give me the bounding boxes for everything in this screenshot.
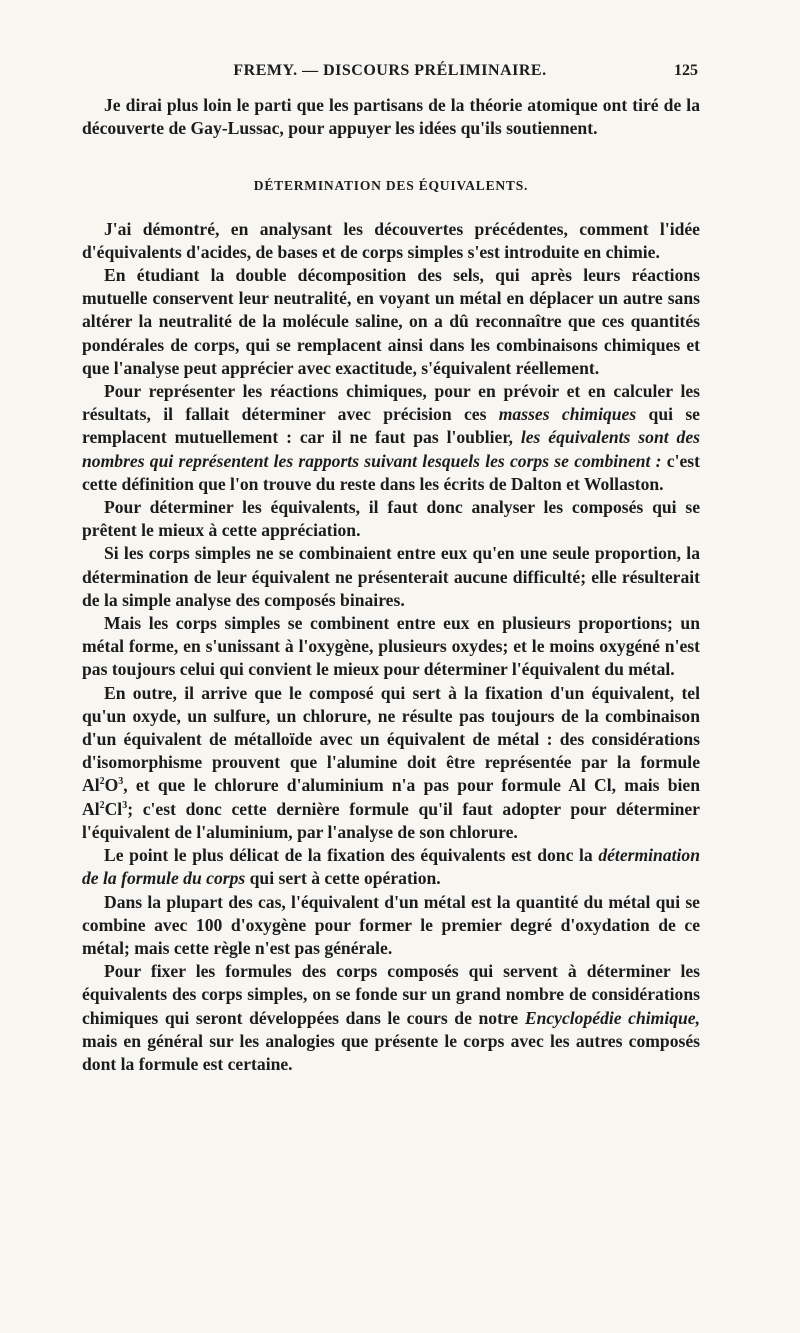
paragraph-6: Mais les corps simples se combinent entre eux en plusieurs proportions; un métal forme, en s'unissant à l'oxygène, plusieurs oxydes; et le moins oxygéné n'est pas toujours celui qui convient le mieux pour déterminer l'équivalent du métal. — [82, 613, 700, 680]
paragraph-7-text-d: Cl — [104, 798, 123, 819]
header-title: FREMY. — DISCOURS PRÉLIMINAIRE. — [233, 62, 547, 79]
paragraph-7-text-e: ; c'est donc cette dernière formule qu'il faut adopter pour déterminer l'équivalent de l'aluminium, par l'analyse de son chlorure. — [82, 798, 700, 842]
paragraph-3 — [82, 380, 700, 496]
paragraph-2: En étudiant la double décomposition des sels, qui après leurs réactions mutuelle conservent leur neutralité, en voyant un métal en déplacer un autre sans altérer la neutralité de la molécule saline, on a dû reconnaître que ces quantités pondérales de corps, qui se remplacent ainsi dans les combinaisons chimiques et que l'analyse peut apprécier avec exactitude, s'équivalent réellement. — [82, 265, 700, 378]
paragraph-7-text-b: O — [104, 775, 119, 796]
paragraph-10-italic-b: Encyclopédie chimique, — [524, 1007, 700, 1028]
paragraph-5: Si les corps simples ne se combinaient entre eux qu'en une seule proportion, la détermination de leur équivalent ne présenterait aucune difficulté; elle résulterait de la simple analyse des composés binaires. — [82, 543, 700, 610]
page-number: 125 — [674, 62, 698, 79]
paragraph-3-text-e: c'est cette définition que l'on trouve du reste dans les écrits de Dalton et Wollaston. — [82, 450, 700, 494]
paragraph-3-italic-b: masses chimiques — [498, 404, 637, 425]
paragraph-10-text-a: Pour fixer les formules des corps composés qui servent à déterminer les équivalents des corps simples, on se fonde sur un grand nombre de considérations chimiques qui seront développées dans le cours de notre — [82, 961, 700, 1028]
paragraph-10 — [82, 960, 700, 1076]
paragraph-7 — [82, 682, 700, 844]
paragraph-8-text-a: Le point le plus délicat de la fixation des équivalents est donc la — [104, 845, 599, 866]
section-heading: DÉTERMINATION DES ÉQUIVALENTS. — [253, 178, 529, 194]
paragraph-8 — [82, 844, 700, 890]
paragraph-3-italic-d: les équivalents sont des nombres qui représentent les rapports suivant lesquels les corps se combinent : — [82, 427, 700, 471]
superscript: 3 — [122, 799, 128, 811]
paragraph-9: Dans la plupart des cas, l'équivalent d'un métal est la quantité du métal qui se combine avec 100 d'oxygène pour former le premier degré d'oxydation de ce métal; mais cette règle n'est pas générale. — [82, 891, 700, 958]
running-header — [82, 62, 698, 86]
paragraph-3-text-c: qui se remplacent mutuellement : car il ne faut pas l'oublier, — [82, 404, 700, 448]
superscript: 3 — [118, 776, 124, 788]
paragraph-3-text-a: Pour représenter les réactions chimiques, pour en prévoir et en calculer les résultats, il fallait déterminer avec précision ces — [82, 381, 700, 425]
intro-paragraph: Je dirai plus loin le parti que les partisans de la théorie atomique ont tiré de la découverte de Gay-Lussac, pour appuyer les idées qu'ils soutiennent. — [82, 95, 700, 139]
paragraph-1: J'ai démontré, en analysant les découvertes précédentes, comment l'idée d'équivalents d'acides, de bases et de corps simples s'est introduite en chimie. — [82, 218, 700, 262]
paragraph-7-text-c: , et que le chlorure d'aluminium n'a pas pour formule Al Cl, mais bien Al — [82, 775, 700, 819]
page-body — [82, 94, 700, 1076]
paragraph-10-text-c: mais en général sur les analogies que présente le corps avec les autres composés dont la formule est certaine. — [82, 1030, 700, 1074]
superscript: 2 — [99, 776, 105, 788]
paragraph-7-text-a: En outre, il arrive que le composé qui sert à la fixation d'un équivalent, tel qu'un oxyde, un sulfure, un chlorure, ne résulte pas toujours de la combinaison d'un équivalent de métalloïde avec un équivalent de métal : des considérations d'isomorphisme prouvent que l'alumine doit être représentée par la formule Al — [82, 682, 700, 796]
paragraph-8-italic-b: détermination de la formule du corps — [82, 845, 700, 889]
superscript: 2 — [99, 799, 105, 811]
paragraph-4: Pour déterminer les équivalents, il faut donc analyser les composés qui se prêtent le mieux à cette appréciation. — [82, 497, 700, 541]
paragraph-8-text-c: qui sert à cette opération. — [245, 868, 441, 889]
